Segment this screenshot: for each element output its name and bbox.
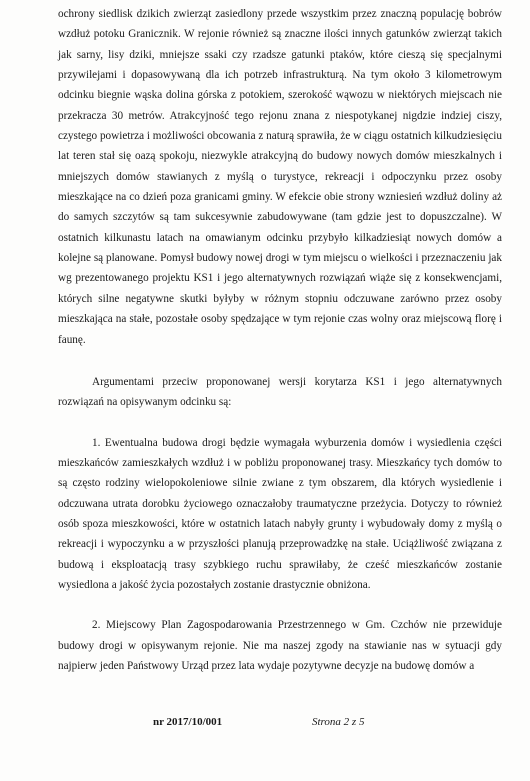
page-footer [0, 716, 530, 732]
paragraph-habitat-description: ochrony siedlisk dzikich zwierząt zasiedlony przede wszystkim przez znaczną populację bobrów wzdłuż potoku Granicznik. W rejonie również są znaczne ilości innych gatunków zwierząt takich jak sarny, lisy dziki, mniejsze ssaki czy rzadsze gatunki ptaków, które cieszą się specjalnymi przywilejami i dopasowywaną dla ich potrzeb infrastrukturą. Na tym około 3 kilometrowym odcinku biegnie wąska dolina górska z potokiem, szerokość wąwozu w niektórych miejscach nie przekracza 30 metrów. Atrakcyjność tego rejonu znana z niespotykanej nigdzie indziej ciszy, czystego powietrza i możliwości obcowania z naturą sprawiła, że w ciągu ostatnich kilkudziesięciu lat teren stał się oazą spokoju, niezwykle atrakcyjną do budowy nowych domów mieszkalnych i mniejszych domów stawianych z myślą o turystyce, rekreacji i odpoczynku przez osoby mieszkające na co dzień poza granicami gminy. W efekcie obie strony wzniesień wzdłuż doliny aż do samych szczytów są tam sukcesywnie zabudowywane (tam gdzie jest to dopuszczalne). W ostatnich kilkunastu latach na omawianym odcinku przybyło kilkadziesiąt nowych domów a kolejne są planowane. Pomysł budowy nowej drogi w tym miejscu o wielkości i przeznaczeniu jak wg prezentowanego projektu KS1 i jego alternatywnych rozwiązań wiąże się z konsekwencjami, których silne negatywne skutki byłyby w różnym stopniu odczuwane zarówno przez osoby mieszkająca na stałe, pozostałe osoby spędzające w tym rejonie czas wolny oraz miejscową florę i faunę. [58, 8, 502, 346]
paragraph-arguments-intro: Argumentami przeciw proponowanej wersji korytarza KS1 i jego alternatywnych rozwiązań na opisywanym odcinku są: [58, 375, 502, 409]
document-body [58, 4, 502, 676]
paragraph-argument-2: 2. Miejscowy Plan Zagospodarowania Przestrzennego w Gm. Czchów nie przewiduje budowy drogi w opisywanym rejonie. Nie ma naszej zgody na stawianie nas w sytuacji gdy najpierw jeden Państwowy Urząd przez lata wydaje pozytywne decyzje na budowę domów a [58, 619, 502, 672]
document-number: nr 2017/10/001 [153, 716, 223, 728]
page-number: Strona 2 z 5 [312, 716, 365, 728]
paragraph-argument-1: 1. Ewentualna budowa drogi będzie wymagała wyburzenia domów i wysiedlenia części mieszkańców zamieszkałych wzdłuż i w pobliżu proponowanej trasy. Mieszkańcy tych domów to są często rodziny wielopokoleniowe silnie zwiane z tym obszarem, dla których wysiedlenie i odczuwana utrata dorobku życiowego oznaczałoby traumatyczne przeżycia. Dotyczy to również osób spoza mieszkowości, które w ostatnich latach nabyły grunty i wybudowały domy z myślą o rekreacji i wypoczynku a w przyszłości planują przeprowadzkę na stałe. Uciążliwość związana z budową i eksploatacją trasy szybkiego ruchu sprawiłaby, że cześć mieszkańców zostanie wysiedlona a jakość życia pozostałych zostanie drastycznie obniżona. [58, 436, 502, 591]
